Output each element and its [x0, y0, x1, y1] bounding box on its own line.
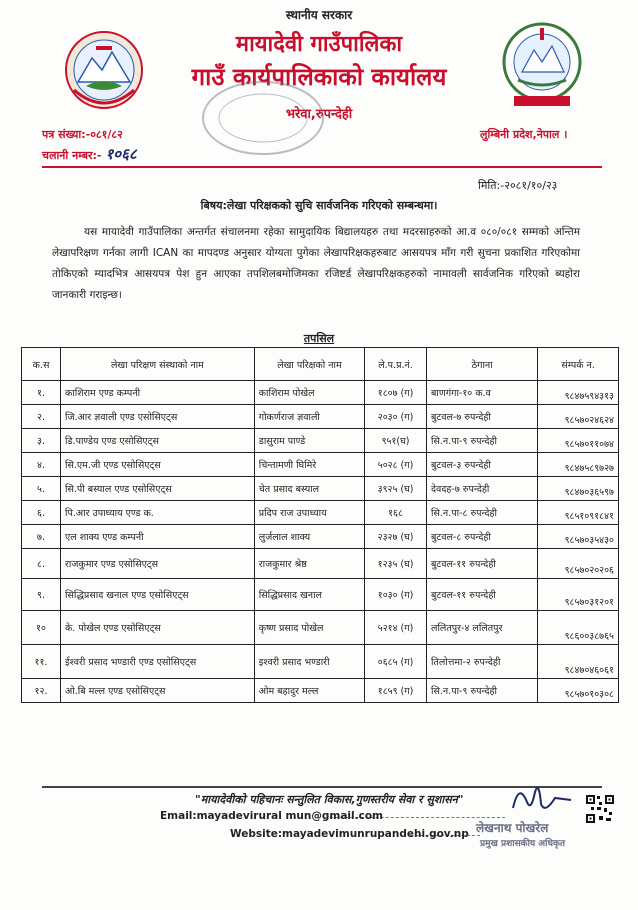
office-stamp-icon: [198, 78, 328, 158]
firm-cell: सि.एम.जी एण्ड एसोसिएट्स: [61, 453, 255, 477]
firm-cell: सिद्धिप्रसाद खनाल एण्ड एसोसिएट्स: [61, 579, 255, 611]
serial-cell: ६.: [22, 501, 61, 525]
address-cell: बाणगंगा-१० क.व: [427, 381, 538, 405]
auditor-cell: चिन्तामणी घिमिरे: [254, 453, 364, 477]
address-cell: देवदह-७ रुपन्देही: [427, 477, 538, 501]
footer-website: Website:mayadevimunrupandehi.gov.np: [230, 828, 469, 840]
footer-slogan: "मायादेवीको पहिचानः सन्तुलित विकास,गुणस्तरीय सेवा र सुशासन": [195, 793, 464, 806]
col-auditor: लेखा परिक्षको नाम: [254, 348, 364, 381]
auditor-cell: राजकुमार श्रेष्ठ: [254, 549, 364, 579]
letter-body: यस मायादेवी गाउँपालिका अन्तर्गत संचालनमा रहेका सामुदायिक बिद्यालयहरु तथा मदरसाहरुको आ.व ०८०/०८१ सम्मको अन्तिम लेखापरिक्षण गर्नका लागी ICAN का मापदण्ड अनुसार योग्यता पुगेका लेखापरिक्षकहरुबाट आसयपत्र माँग गरी सुचना प्रकाशित गरिएकोमा तोकिएको म्यादभित्र आसयपत्र पेश हुन आएका तपशिलबमोजिमका रजिष्टर्ड लेखापरिक्षकहरुको नामावली सार्वजनिक गरिएको ब्यहोरा जानकारी गराइन्छ।: [52, 226, 580, 301]
firm-cell: काशिराम एण्ड कम्पनी: [61, 381, 255, 405]
table-row: [22, 679, 619, 703]
contact-cell: ९८४७०४६०६१: [538, 645, 619, 679]
cop-number-cell: १६८: [365, 501, 427, 525]
cop-number-cell: १२३५ (घ): [365, 549, 427, 579]
reference-number: पत्र संख्या:-०८१/८२: [42, 128, 123, 141]
dispatch-number: [42, 144, 137, 164]
table-row: [22, 549, 619, 579]
address-cell: सि.न.पा-९ रुपन्देही: [427, 429, 538, 453]
address-cell: बुटवल-७ रुपन्देही: [427, 405, 538, 429]
signature-icon: [505, 778, 585, 818]
address-cell: तिलोत्तमा-२ रुपन्देही: [427, 645, 538, 679]
contact-cell: ९८४७०३६५९७: [538, 477, 619, 501]
table-row: [22, 579, 619, 611]
serial-cell: २.: [22, 405, 61, 429]
table-row: [22, 611, 619, 645]
serial-cell: ४.: [22, 453, 61, 477]
table-row: [22, 525, 619, 549]
firm-cell: सि.पी बस्याल एण्ड एसोसिएट्स: [61, 477, 255, 501]
auditor-cell: प्रदिप राज उपाध्याय: [254, 501, 364, 525]
cop-number-cell: १०३० (ग): [365, 579, 427, 611]
serial-cell: ५.: [22, 477, 61, 501]
auditor-cell: इश्वरी प्रसाद भण्डारी: [254, 645, 364, 679]
province-label: लुम्बिनी प्रदेश,नेपाल ।: [480, 128, 568, 141]
cop-number-cell: २३२७ (घ): [365, 525, 427, 549]
serial-cell: ८.: [22, 549, 61, 579]
government-level: स्थानीय सरकार: [285, 8, 353, 22]
firm-cell: ओ.बि मल्ल एण्ड एसोसिएट्स: [61, 679, 255, 703]
cop-number-cell: ०६८५ (ग): [365, 645, 427, 679]
col-firm: लेखा परिक्षण संस्थाको नाम: [61, 348, 255, 381]
office-name: गाउँ कार्यपालिकाको कार्यालय: [191, 63, 447, 91]
letter-date: मिति:-२०८१/१०/२३: [478, 179, 558, 192]
address-cell: सि.न.पा-९ रुपन्देही: [427, 679, 538, 703]
signatory-name: लेखनाथ पोखरेल: [476, 821, 549, 835]
auditor-cell: गोकर्णराज ज्ञवाली: [254, 405, 364, 429]
contact-cell: ९८५७०१०३०८: [538, 679, 619, 703]
letter-subject: बिषय:लेखा परिक्षकको सुचि सार्वजनिक गरिएको सम्बन्धमा।: [200, 199, 438, 212]
address-cell: ललितपुर-४ ललितपुर: [427, 611, 538, 645]
serial-cell: १२.: [22, 679, 61, 703]
serial-cell: ३.: [22, 429, 61, 453]
cop-number-cell: १८५९ (ग): [365, 679, 427, 703]
contact-cell: ९८४७५८९७२७: [538, 453, 619, 477]
serial-cell: १.: [22, 381, 61, 405]
contact-cell: ९८५१०९१८४१: [538, 501, 619, 525]
cop-number-cell: ३९२५ (घ): [365, 477, 427, 501]
col-cop: ले.प.प्र.नं.: [365, 348, 427, 381]
municipality-name: मायादेवी गाउँपालिका: [235, 32, 403, 57]
signatory-title: प्रमुख प्रशासकीय अधिकृत: [480, 839, 566, 849]
dispatch-number-value: १०६८: [105, 145, 137, 163]
auditor-cell: सिद्धिप्रसाद खनाल: [254, 579, 364, 611]
table-row: [22, 501, 619, 525]
serial-cell: ९.: [22, 579, 61, 611]
address-cell: सि.न.पा-८ रुपन्देही: [427, 501, 538, 525]
office-location: भरेवा,रुपन्देही: [285, 107, 353, 122]
cop-number-cell: ५०२८ (ग): [365, 453, 427, 477]
table-row: [22, 381, 619, 405]
table-title: तपसिल: [303, 332, 335, 345]
firm-cell: एल शाक्य एण्ड कम्पनी: [61, 525, 255, 549]
firm-cell: के. पोखेल एण्ड एसोसिएट्स: [61, 611, 255, 645]
auditor-cell: कृष्ण प्रसाद पोखेल: [254, 611, 364, 645]
auditor-cell: ओम बहादुर मल्ल: [254, 679, 364, 703]
table-row: [22, 453, 619, 477]
table-header-row: [22, 348, 619, 381]
address-cell: बुटवल-११ रुपन्देही: [427, 549, 538, 579]
auditor-cell: काशिराम पोखेल: [254, 381, 364, 405]
firm-cell: डि.पाण्डेय एण्ड एसोसिएट्स: [61, 429, 255, 453]
contact-cell: ९८६००३८७६५: [538, 611, 619, 645]
contact-cell: ९८५७०२०२०६: [538, 549, 619, 579]
serial-cell: ११.: [22, 645, 61, 679]
contact-cell: ९८५७०३५४३०: [538, 525, 619, 549]
col-sn: क.स: [22, 348, 61, 381]
table-row: [22, 429, 619, 453]
serial-cell: १०: [22, 611, 61, 645]
serial-cell: ७.: [22, 525, 61, 549]
cop-number-cell: ५२१४ (ग): [365, 611, 427, 645]
qr-code-icon: [585, 794, 615, 824]
auditor-cell: चेत प्रसाद बस्याल: [254, 477, 364, 501]
dispatch-number-label: चलानी नम्बर:-: [42, 149, 102, 162]
contact-cell: ९८५७०३१२०१: [538, 579, 619, 611]
firm-cell: राजकुमार एण्ड एसोसिएट्स: [61, 549, 255, 579]
table-row: [22, 405, 619, 429]
auditor-cell: लुर्जलाल शाक्य: [254, 525, 364, 549]
auditor-cell: डासुराम पाण्डे: [254, 429, 364, 453]
firm-cell: पि.आर उपाध्याय एण्ड क.: [61, 501, 255, 525]
firm-cell: जि.आर ज्ञवाली एण्ड एसोसिएट्स: [61, 405, 255, 429]
header-divider: [42, 166, 602, 168]
contact-cell: ९८५७०२४६२४: [538, 405, 619, 429]
firm-cell: ईश्वरी प्रसाद भण्डारी एण्ड एसोसिएट्स: [61, 645, 255, 679]
cop-number-cell: ९५१(घ): [365, 429, 427, 453]
table-row: [22, 477, 619, 501]
address-cell: बुटवल-८ रुपन्देही: [427, 525, 538, 549]
table-row: [22, 645, 619, 679]
auditor-table: [21, 347, 619, 703]
col-address: ठेगाना: [427, 348, 538, 381]
address-cell: बुटवल-११ रुपन्देही: [427, 579, 538, 611]
contact-cell: ९८४७५९४३१३: [538, 381, 619, 405]
cop-number-cell: २०३० (ग): [365, 405, 427, 429]
cop-number-cell: १८०७ (ग): [365, 381, 427, 405]
address-cell: बुटवल-३ रुपन्देही: [427, 453, 538, 477]
contact-cell: ९८५७०११०७४: [538, 429, 619, 453]
footer-email: Email:mayadevirural mun@gmail.com: [160, 810, 383, 822]
col-contact: संम्पर्क न.: [538, 348, 619, 381]
